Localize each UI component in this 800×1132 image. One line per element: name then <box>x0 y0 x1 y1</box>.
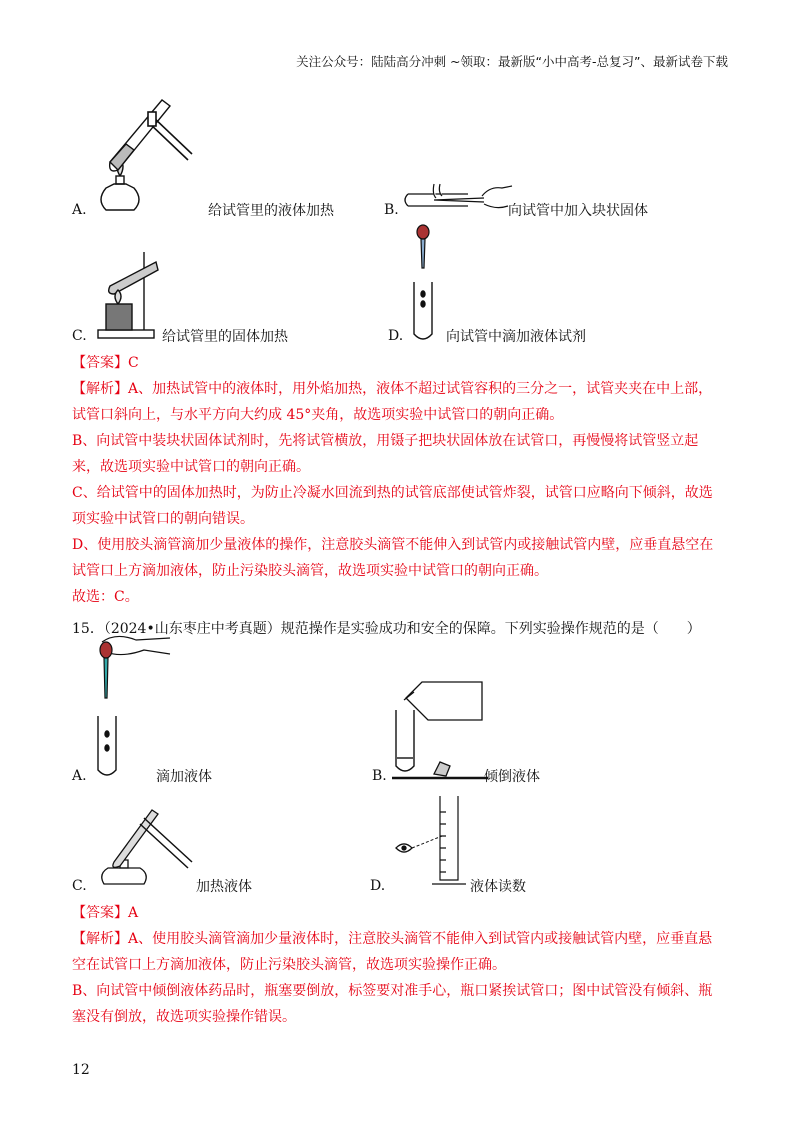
answer-tag: 【答案】 <box>72 905 128 921</box>
q14-answer <box>72 350 139 376</box>
q14-analysis-line: B、向试管中装块状固体试剂时，先将试管横放，用镊子把块状固体放在试管口，再慢慢将试管竖立起 <box>72 433 699 449</box>
answer-tag: 【答案】 <box>72 355 128 371</box>
option-letter: C. <box>72 328 87 344</box>
q15-analysis-line: 塞没有倒放，故选项实验操作错误。 <box>72 1009 296 1025</box>
q15-c-figure <box>100 804 196 890</box>
analysis-tag: 【解析】 <box>72 381 128 397</box>
page-header: 关注公众号：陆陆高分冲刺 ~领取：最新版“小中高考-总复习”、最新试卷下载 <box>296 54 728 69</box>
q15-option-c <box>72 878 87 894</box>
q14-option-a-label: 给试管里的液体加热 <box>208 203 334 219</box>
q14-analysis-line: 项实验中试管口的朝向错误。 <box>72 511 254 527</box>
test-tube-icon <box>396 710 414 771</box>
q15-stem: 15．（2024•山东枣庄中考真题）规范操作是实验成功和安全的保障。下列实验操作规范的是（ ） <box>72 621 701 637</box>
test-tube-icon <box>109 262 158 294</box>
tweezers-icon <box>434 198 484 202</box>
q15-option-c-label: 加热液体 <box>196 879 252 895</box>
option-letter: B. <box>372 768 387 784</box>
option-letter: B. <box>384 202 399 218</box>
test-tube-icon <box>98 716 116 775</box>
q14-option-b-label: 向试管中加入块状固体 <box>508 203 648 219</box>
test-tube-icon <box>110 100 170 171</box>
test-tube-icon <box>414 282 432 339</box>
option-letter: C. <box>72 878 87 894</box>
q14-c-figure <box>96 244 156 342</box>
option-letter: A. <box>72 768 87 784</box>
q15-a-figure <box>92 634 172 780</box>
answer-value: C <box>128 355 139 371</box>
sight-line <box>412 836 442 848</box>
q15-option-a <box>72 768 87 784</box>
q15-analysis-line: B、向试管中倾倒液体药品时，瓶塞要倒放，标签要对准手心，瓶口紧挨试管口；图中试管没有倾斜、瓶 <box>72 983 713 999</box>
graduated-cylinder-icon <box>432 796 466 884</box>
dropper-icon <box>417 225 429 268</box>
answer-value: A <box>128 905 139 921</box>
q14-analysis-line: 试管口上方滴加液体，防止污染胶头滴管，故选项实验中试管口的朝向正确。 <box>72 563 548 579</box>
q14-analysis-line: 来，故选项实验中试管口的朝向正确。 <box>72 459 310 475</box>
q14-analysis-line: C、给试管中的固体加热时，为防止冷凝水回流到热的试管底部使试管炸裂，试管口应略向下倾斜，故选 <box>72 485 713 501</box>
q14-option-d-label: 向试管中滴加液体试剂 <box>446 329 586 345</box>
stopper-icon <box>434 762 450 776</box>
q14-b-figure <box>404 180 514 214</box>
q15-answer <box>72 900 138 926</box>
page-number: 12 <box>72 1062 90 1078</box>
option-letter: D. <box>370 878 386 894</box>
q15-analysis-line: 【解析】A、使用胶头滴管滴加少量液体时，注意胶头滴管不能伸入到试管内或接触试管内壁，应垂直悬 <box>72 931 713 947</box>
dropper-icon <box>100 642 112 698</box>
q15-d-figure <box>394 792 468 890</box>
option-letter: D. <box>388 328 404 344</box>
alcohol-lamp-icon <box>102 860 147 884</box>
q15-analysis-line: 空在试管口上方滴加液体，防止污染胶头滴管，故选项实验操作正确。 <box>72 957 506 973</box>
q14-analysis-line: 故选：C。 <box>72 589 139 605</box>
alcohol-lamp-icon <box>106 290 132 330</box>
q14-option-c <box>72 328 87 344</box>
test-tube-icon <box>113 810 158 867</box>
option-letter: A. <box>72 202 87 218</box>
q14-analysis-line: 试管口斜向上，与水平方向大约成 45°夹角，故选项实验中试管口的朝向正确。 <box>72 407 564 423</box>
q14-option-a <box>72 202 87 218</box>
q14-option-d <box>388 328 403 344</box>
tube-holder-icon <box>148 112 192 160</box>
hand-icon <box>433 184 512 208</box>
q14-a-figure <box>92 92 202 214</box>
q14-d-figure <box>410 224 436 344</box>
q15-option-d-label: 液体读数 <box>470 879 526 895</box>
q15-option-b <box>372 768 387 784</box>
q14-option-b <box>384 202 399 218</box>
eye-icon <box>396 844 412 852</box>
q15-option-b-label: 倾倒液体 <box>484 769 540 785</box>
q15-b-figure <box>392 670 488 782</box>
q15-option-a-label: 滴加液体 <box>156 769 212 785</box>
analysis-tag: 【解析】 <box>72 931 128 947</box>
reagent-bottle-icon <box>404 682 482 720</box>
q14-analysis-line: D、使用胶头滴管滴加少量液体的操作，注意胶头滴管不能伸入到试管内或接触试管内壁，应垂直悬空在 <box>72 537 714 553</box>
q15-option-d <box>370 878 385 894</box>
q14-analysis-line: 【解析】A、加热试管中的液体时，用外焰加热，液体不超过试管容积的三分之一，试管夹夹在中上部， <box>72 381 713 397</box>
q14-option-c-label: 给试管里的固体加热 <box>162 329 288 345</box>
